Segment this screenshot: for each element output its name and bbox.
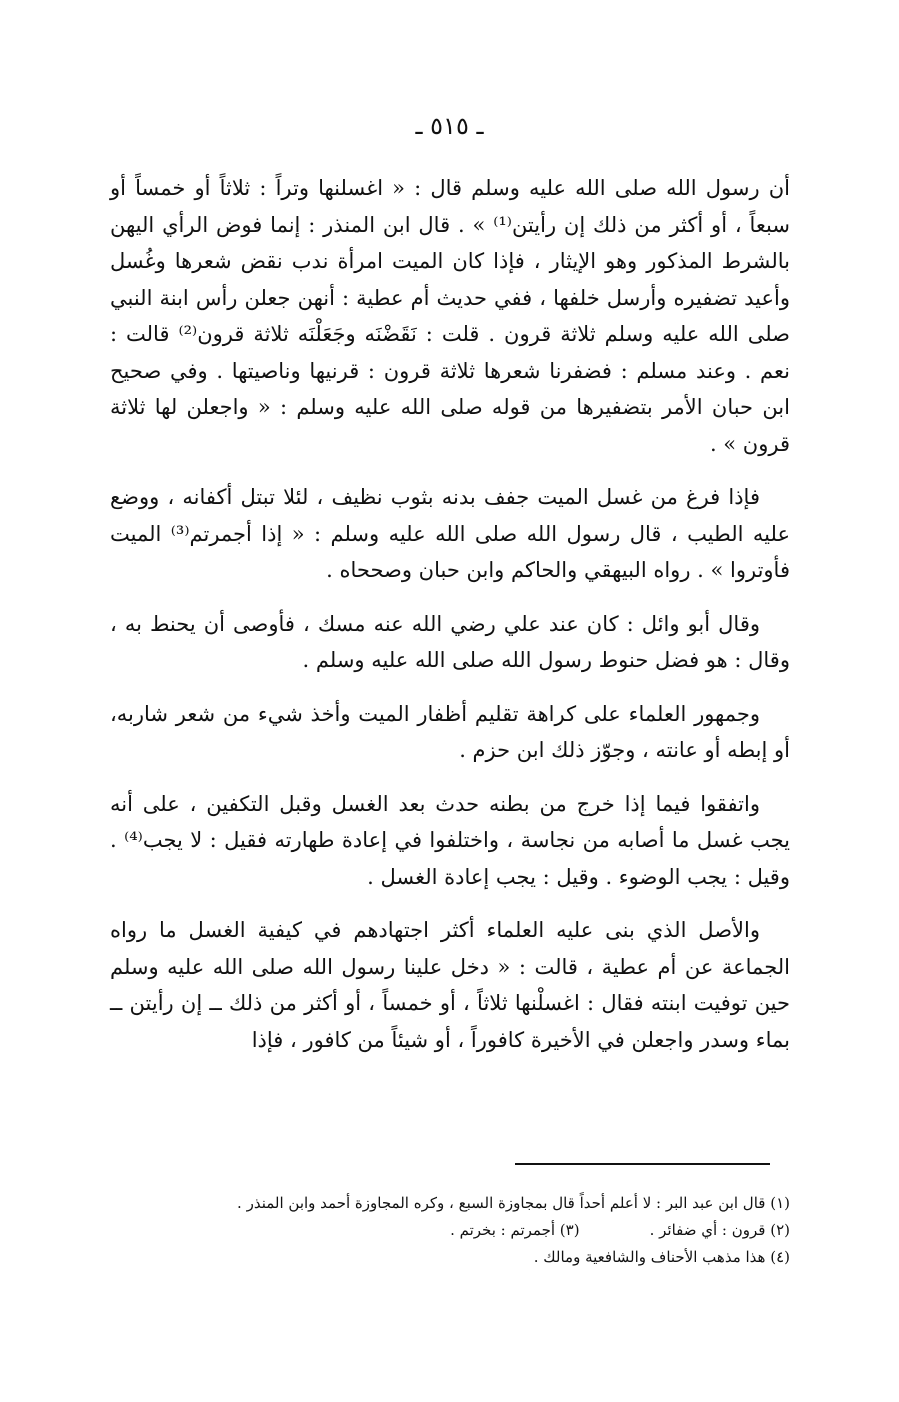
page-number: ـ ٥١٥ ـ [415,112,484,140]
footnote-3: (٣) أجمرتم : بخرتم . [450,1221,580,1239]
footnote-separator [515,1163,770,1165]
paragraph-4: وجمهور العلماء على كراهة تقليم أظفار الميت وأخذ شيء من شعر شاربه، أو إبطه أو عانته ، وجوّز ذلك ابن حزم . [110,701,790,762]
main-text [110,170,790,1075]
footnote-row-2 [110,1217,790,1244]
paragraph-2: فإذا فرغ من غسل الميت جفف بدنه بثوب نظيف ، لئلا تبتل أكفانه ، ووضع عليه الطيب ، قال رسول الله صلى الله عليه وسلم : « إذا أجمرتم⁽³⁾ الميت فأوتروا » . رواه البيهقي والحاكم وابن حبان وصححاه . [110,485,790,582]
footnote-2: (٢) قرون : أي ضفائر . [649,1221,790,1239]
footnotes [110,1190,790,1271]
paragraph-1: أن رسول الله صلى الله عليه وسلم قال : « اغسلنها وتراً : ثلاثاً أو خمساً أو سبعاً ، أو أكثر من ذلك إن رأيتن⁽¹⁾ » . قال ابن المنذر : إنما فوض الرأي اليهن بالشرط المذكور وهو الإيثار ، فإذا كان الميت امرأة ندب نقض شعرها وغُسل وأعيد تضفيره وأرسل خلفها ، ففي حديث أم عطية : أنهن جعلن رأس ابنة النبي صلى الله عليه وسلم ثلاثة قرون . قلت : نَقَضْنَه وجَعَلْنَه ثلاثة قرون⁽²⁾ قالت : نعم . وعند مسلم : فضفرنا شعرها ثلاثة قرون : قرنيها وناصيتها . وفي صحيح ابن حبان الأمر بتضفيرها من قوله صلى الله عليه وسلم : « واجعلن لها ثلاثة قرون » . [110,176,790,456]
footnote-4: (٤) هذا مذهب الأحناف والشافعية ومالك . [533,1248,790,1266]
paragraph-3: وقال أبو وائل : كان عند علي رضي الله عنه مسك ، فأوصى أن يحنط به ، وقال : هو فضل حنوط رسول الله صلى الله عليه وسلم . [110,611,790,672]
footnote-1: (١) قال ابن عبد البر : لا أعلم أحداً قال بمجاوزة السبع ، وكره المجاوزة أحمد وابن المنذر . [237,1194,790,1212]
paragraph-6: والأصل الذي بنى عليه العلماء أكثر اجتهادهم في كيفية الغسل ما رواه الجماعة عن أم عطية ، قالت : « دخل علينا رسول الله صلى الله عليه وسلم حين توفيت ابنته فقال : اغسلْنها ثلاثاً ، أو خمساً ، أو أكثر من ذلك ــ إن رأيتن ــ بماء وسدر واجعلن في الأخيرة كافوراً ، أو شيئاً من كافور ، فإذا [110,918,790,1052]
paragraph-5: واتفقوا فيما إذا خرج من بطنه حدث بعد الغسل وقبل التكفين ، على أنه يجب غسل ما أصابه من نجاسة ، واختلفوا في إعادة طهارته فقيل : لا يجب⁽⁴⁾ . وقيل : يجب الوضوء . وقيل : يجب إعادة الغسل . [110,791,790,889]
